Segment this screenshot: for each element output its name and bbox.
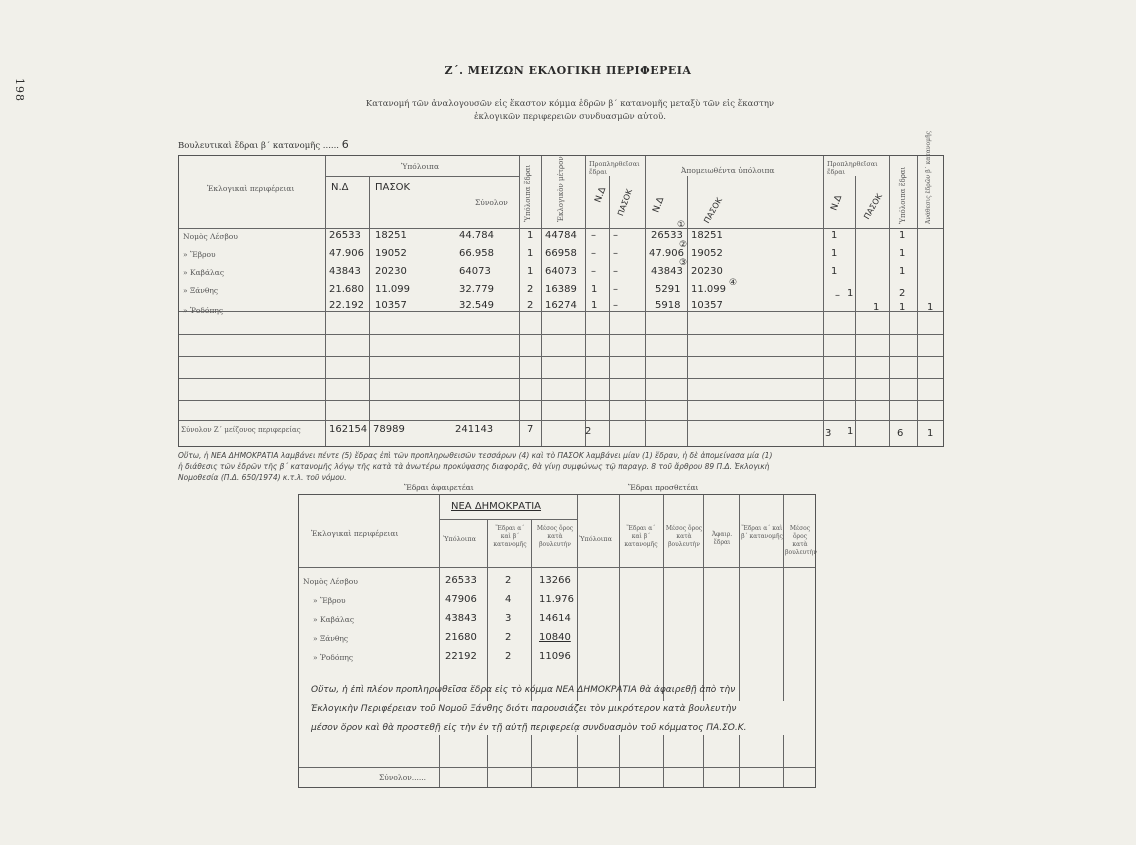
t2-average: 14614	[539, 613, 571, 624]
t2-district: » Ξάνθης	[313, 634, 349, 643]
district-name: » Ξάνθης	[183, 286, 219, 295]
t2-header-avg: Μέσος ὅρος κατὰ βουλευτήν	[536, 525, 574, 548]
note1-line-1: Οὕτω, ἡ ΝΕΑ ΔΗΜΟΚΡΑΤΙΑ λαμβάνει πέντε (5) ἕδρας ἐπὶ τῶν προπληρωθεισῶν τεσσάρων (4) καὶ τὸ ΠΑΣΟΚ λαμβάνει μίαν (1) ἕδραν, ἡ δὲ ἀπομείνασα μία (1)	[178, 451, 773, 460]
total-prior: 2	[585, 426, 592, 437]
prior-nd: –	[591, 230, 596, 241]
remaining-seats: 1	[899, 266, 906, 277]
prior-pasok: –	[613, 230, 618, 241]
t2-seats: 2	[505, 575, 512, 586]
vacant-seats: 1	[927, 302, 934, 313]
pasok-residual: 11.099	[375, 284, 410, 295]
header-remaining-seats: Ὑπόλοιπα ἕδραι	[899, 166, 907, 224]
t2-header-residuals: Ὑπόλοιπα	[443, 535, 476, 543]
header-pasok2: ΠΑΣΟΚ	[702, 196, 724, 225]
prior-nd: –	[591, 266, 596, 277]
total-remaining: 6	[897, 428, 904, 439]
handwritten-note-1	[178, 450, 948, 483]
header-residuals: Ὑπόλοιπα	[401, 162, 440, 171]
t2-seats: 4	[505, 594, 512, 605]
remaining-seats: 1	[899, 248, 906, 259]
total-vacant: 1	[927, 428, 934, 439]
t2-district: » Ῥοδόπης	[313, 653, 354, 662]
t2-seats: 2	[505, 651, 512, 662]
seats-value: 1	[527, 230, 534, 241]
page-title: Ζ΄. ΜΕΙΖΩΝ ΕΚΛΟΓΙΚΗ ΠΕΡΙΦΕΡΕΙΑ	[444, 64, 692, 77]
header-selective-sum: Ἐκλογικὸν μέτρον	[557, 156, 565, 222]
header-vacant: Ἀνάθεσις ἕδρῶν β΄ κατανομῆς	[925, 131, 932, 224]
t2-header-seats-ab3: Ἕδραι α΄ καὶ β΄ κατανομῆς	[741, 525, 783, 540]
district-name: Νομὸς Λέσβου	[183, 232, 238, 241]
nd-residual: 47.906	[329, 248, 364, 259]
t2-average: 10840	[539, 632, 571, 643]
remaining-seats: 1	[899, 302, 906, 313]
header-seats-to-fill: Ὑπόλοιπα ἕδραι	[524, 164, 532, 222]
page-number: 198	[13, 78, 26, 102]
awarded-pasok: 1	[847, 288, 854, 299]
remaining-nd: 5918	[655, 300, 681, 311]
total-pasok: 78989	[373, 424, 405, 435]
remaining-nd: 43843	[651, 266, 683, 277]
t2-average: 11.976	[539, 594, 574, 605]
subtitle-line-2: ἐκλογικῶν περιφερειῶν συνδυασμῶν αὐτοῦ.	[474, 112, 666, 122]
t2-seats: 2	[505, 632, 512, 643]
prior-pasok: –	[613, 300, 618, 311]
circled-mark: ③	[679, 258, 688, 268]
nd-residual: 22.192	[329, 300, 364, 311]
pasok-residual: 20230	[375, 266, 407, 277]
total-seats: 7	[527, 424, 534, 435]
awarded-pasok: 1	[831, 266, 838, 277]
header-prior-seats: Προπληρθεῖσαι ἕδραι	[589, 160, 640, 176]
t2-residual: 43843	[445, 613, 477, 624]
total-sum: 241143	[455, 424, 494, 435]
remaining-pasok: 20230	[691, 266, 723, 277]
district-name: » Ἕβρου	[183, 250, 216, 259]
seats-value: 2	[527, 300, 534, 311]
t2-average: 13266	[539, 575, 571, 586]
nd-residual: 26533	[329, 230, 361, 241]
header-pasok3: ΠΑΣΟΚ	[862, 192, 884, 221]
header-nd3: Ν.Δ	[829, 193, 845, 213]
remaining-pasok: 19052	[691, 248, 723, 259]
seats-label: Βουλευτικαὶ ἕδραι β΄ κατανομῆς ......	[178, 141, 339, 151]
total-label: Σύνολον Ζ΄ μείζονος περιφερείας	[181, 426, 301, 434]
note2-line-1: Οὕτω, ἡ ἐπὶ πλέον προπληρωθεῖσα ἕδρα εἰς τὸ κόμμα ΝΕΑ ΔΗΜΟΚΡΑΤΙΑ θὰ ἀφαιρεθῇ ἀπὸ τὴν	[311, 685, 736, 695]
seats-value: 1	[527, 266, 534, 277]
t2-residual: 47906	[445, 594, 477, 605]
note1-line-2: ἡ διάθεσις τῶν ἑδρῶν τῆς β΄ κατανομῆς λόγῳ τῆς κατὰ τὰ ἀνωτέρω προκύψασης διαφορᾶς, θὰ γίνῃ συμφώνως τῷ παραγρ. 8 τοῦ ἄρθρου 89 Π.Δ. Ἐκλογικὴ	[178, 462, 770, 471]
remaining-pasok: 18251	[691, 230, 723, 241]
pasok-residual: 18251	[375, 230, 407, 241]
added-seats-label: Ἕδραι προσθετέαι	[628, 483, 699, 492]
prior-nd: –	[591, 248, 596, 259]
t2-residual: 21680	[445, 632, 477, 643]
seats-value: 2	[527, 284, 534, 295]
prior-pasok: –	[613, 284, 618, 295]
measure-value: 44784	[545, 230, 577, 241]
pasok-residual: 19052	[375, 248, 407, 259]
header-nd: Ν.Δ	[331, 182, 349, 193]
remaining-pasok: 11.099	[691, 284, 726, 295]
nd-residual: 43843	[329, 266, 361, 277]
circled-mark: ②	[679, 240, 688, 250]
t2-header-removed: Ἀφαιρ. ἕδραι	[711, 531, 733, 546]
note1-line-3: Νομοθεσία (Π.Δ. 650/1974) κ.τ.λ. τοῦ νόμου.	[178, 473, 347, 482]
header-nd2: Ν.Δ	[651, 195, 667, 215]
seats-line	[178, 138, 349, 151]
remaining-seats: 1	[899, 230, 906, 241]
circled-mark: ①	[677, 220, 686, 230]
district-name: » Ῥοδόπης	[183, 306, 224, 315]
header-nd-short: Ν.Δ	[593, 185, 609, 205]
measure-value: 66958	[545, 248, 577, 259]
total-nd: 162154	[329, 424, 368, 435]
sum-value: 64073	[459, 266, 491, 277]
measure-value: 16389	[545, 284, 577, 295]
remaining-nd: 26533	[651, 230, 683, 241]
t2-header-residuals2: Ὑπόλοιπα	[579, 535, 612, 543]
t2-party-name: ΝΕΑ ΔΗΜΟΚΡΑΤΙΑ	[451, 501, 542, 512]
total-awarded-pasok: 1	[847, 426, 854, 437]
nd-residual: 21.680	[329, 284, 364, 295]
note2-line-3: μέσον ὅρον καὶ θὰ προστεθῇ εἰς τὴν ἐν τῇ αὐτῇ περιφερείᾳ συνδυασμὸν τοῦ κόμματος ΠΑ.ΣΟ.Κ.	[311, 723, 747, 733]
remaining-seats: 2	[899, 288, 906, 299]
district-name: » Καβάλας	[183, 268, 225, 277]
prior-nd: 1	[591, 284, 598, 295]
t2-header-avg3: Μέσος ὅρος κατὰ βουλευτὴν	[785, 525, 817, 556]
sum-value: 44.784	[459, 230, 494, 241]
remaining-nd: 5291	[655, 284, 681, 295]
t2-residual: 26533	[445, 575, 477, 586]
page-subtitle	[340, 98, 800, 124]
note2-line-2: Ἐκλογικὴν Περιφέρειαν τοῦ Νομοῦ Ξάνθης διότι παρουσιάζει τὸν μικρότερον κατὰ βουλευτὴν	[311, 704, 737, 714]
t2-residual: 22192	[445, 651, 477, 662]
t2-header-seats-ab2: Ἕδραι α΄ καὶ β΄ κατανομῆς	[624, 525, 658, 548]
measure-value: 64073	[545, 266, 577, 277]
awarded-nd: –	[835, 290, 840, 301]
circled-mark: ④	[729, 278, 738, 288]
party-seats-table	[298, 494, 816, 788]
t2-average: 11096	[539, 651, 571, 662]
pasok-residual: 10357	[375, 300, 407, 311]
prior-nd: 1	[591, 300, 598, 311]
t2-seats: 3	[505, 613, 512, 624]
t2-district: Νομὸς Λέσβου	[303, 577, 358, 586]
prior-pasok: –	[613, 248, 618, 259]
awarded-pasok: 1	[873, 302, 880, 313]
sum-value: 32.549	[459, 300, 494, 311]
t2-total-label: Σύνολον......	[379, 773, 427, 782]
remaining-pasok: 10357	[691, 300, 723, 311]
awarded-pasok: 1	[831, 248, 838, 259]
prior-pasok: –	[613, 266, 618, 277]
t2-header-avg2: Μέσος ὅρος κατὰ βουλευτὴν	[665, 525, 703, 548]
handwritten-note-2	[311, 681, 816, 738]
seats-value: 1	[527, 248, 534, 259]
header-seats-awarded: Προπληρθεῖσαι ἕδραι	[827, 160, 878, 176]
t2-header-district: Ἐκλογικαὶ περιφέρειαι	[311, 529, 399, 538]
measure-value: 16274	[545, 300, 577, 311]
sum-value: 32.779	[459, 284, 494, 295]
awarded-pasok: 1	[831, 230, 838, 241]
removed-seats-label: Ἕδραι ἀφαιρετέαι	[404, 483, 474, 492]
header-pasok-short: ΠΑΣΟΚ	[616, 187, 635, 218]
seats-value: 6	[341, 138, 349, 151]
subtitle-line-1: Κατανομή τῶν ἀναλογουσῶν εἰς ἕκαστον κόμμα ἑδρῶν β΄ κατανομῆς μεταξὺ τῶν εἰς ἕκαστην	[365, 99, 775, 109]
t2-district: » Ἕβρου	[313, 596, 346, 605]
header-district: Ἐκλογικαὶ περιφέρειαι	[207, 184, 295, 193]
sum-value: 66.958	[459, 248, 494, 259]
header-remaining-residuals: Ἀπομειωθέντα ὑπόλοιπα	[681, 166, 775, 175]
remaining-nd: 47.906	[649, 248, 684, 259]
header-pasok: ΠΑΣΟΚ	[375, 182, 411, 193]
t2-district: » Καβάλας	[313, 615, 355, 624]
t2-header-seats-ab: Ἕδραι α΄ καὶ β΄ κατανομῆς	[493, 525, 527, 548]
header-sum: Σύνολον	[475, 198, 508, 207]
total-awarded-nd: 3	[825, 428, 832, 439]
